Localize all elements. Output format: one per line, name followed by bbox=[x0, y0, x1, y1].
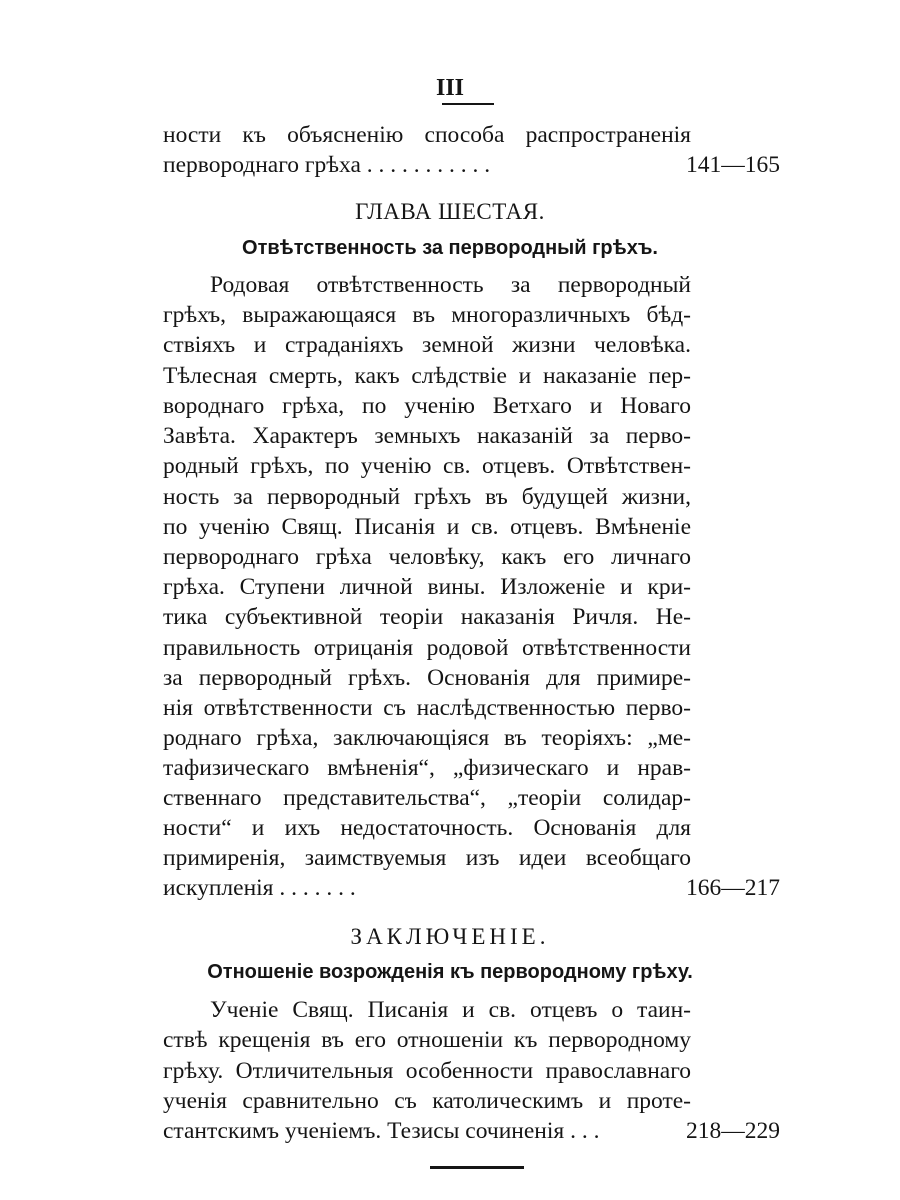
intro-pages: 141—165 bbox=[686, 152, 780, 178]
end-rule bbox=[430, 1166, 524, 1169]
chapter-six-pages: 166—217 bbox=[686, 875, 780, 901]
chapter-six-line-2: грѣхъ, выражающаяся въ многоразличныхъ бѣд- bbox=[163, 302, 691, 328]
page-number-underline bbox=[442, 103, 494, 105]
chapter-six-line-10: первороднаго грѣха человѣку, какъ его личнаго bbox=[163, 544, 691, 570]
chapter-six-line-6: Завѣта. Характеръ земныхъ наказаній за перво- bbox=[163, 423, 691, 449]
chapter-six-line-17: тафизическаго вмѣненія“, „физическаго и нрав- bbox=[163, 755, 691, 781]
chapter-six-line-7: родный грѣхъ, по ученію св. отцевъ. Отвѣтствен- bbox=[163, 453, 691, 479]
chapter-six-line-4: Тѣлесная смерть, какъ слѣдствіе и наказаніе пер- bbox=[163, 363, 691, 389]
conclusion-line-2: ствѣ крещенія въ его отношеніи къ первородному bbox=[163, 1027, 691, 1053]
conclusion-line-5: стантскимъ ученіемъ. Тезисы сочиненія . . . bbox=[163, 1118, 600, 1144]
chapter-six-line-12: тика субъективной теоріи наказанія Ричля. Не- bbox=[163, 604, 691, 630]
chapter-six-line-15: нія отвѣтственности съ наслѣдственностью перво- bbox=[163, 695, 691, 721]
conclusion-subtitle: Отношеніе возрожденія къ первородному грѣху. bbox=[207, 961, 693, 983]
chapter-six-line-14: за первородный грѣхъ. Основанія для примире- bbox=[163, 665, 691, 691]
chapter-six-line-21: искупленія . . . . . . . bbox=[163, 875, 356, 901]
chapter-six-title: ГЛАВА ШЕСТАЯ. bbox=[355, 199, 545, 224]
chapter-six-line-13: правильность отрицанія родовой отвѣтственности bbox=[163, 635, 691, 661]
chapter-six-line-1: Родовая отвѣтственность за первородный bbox=[210, 272, 691, 298]
conclusion-line-4: ученія сравнительно съ католическимъ и проте- bbox=[163, 1088, 691, 1114]
conclusion-line-1: Ученіе Свящ. Писанія и св. отцевъ о таин- bbox=[210, 997, 691, 1023]
page-number: III bbox=[435, 75, 465, 101]
chapter-six-line-9: по ученію Свящ. Писанія и св. отцевъ. Вмѣненіе bbox=[163, 514, 691, 540]
chapter-six-line-8: ность за первородный грѣхъ въ будущей жизни, bbox=[163, 484, 691, 510]
conclusion-title: ЗАКЛЮЧЕНІЕ. bbox=[350, 924, 550, 949]
chapter-six-line-16: роднаго грѣха, заключающіяся въ теоріяхъ: „ме- bbox=[163, 725, 691, 751]
intro-line-1: ности къ объясненію способа распространенія bbox=[163, 122, 691, 148]
conclusion-pages: 218—229 bbox=[686, 1118, 780, 1144]
chapter-six-subtitle: Отвѣтственность за первородный грѣхъ. bbox=[242, 237, 658, 259]
chapter-six-line-11: грѣха. Ступени личной вины. Изложеніе и кри- bbox=[163, 574, 691, 600]
intro-line-2: первороднаго грѣха . . . . . . . . . . . bbox=[163, 152, 491, 178]
chapter-six-line-3: ствіяхъ и страданіяхъ земной жизни человѣка. bbox=[163, 332, 691, 358]
chapter-six-line-20: примиренія, заимствуемыя изъ идеи всеобщаго bbox=[163, 845, 691, 871]
conclusion-line-3: грѣху. Отличительныя особенности православнаго bbox=[163, 1058, 691, 1084]
chapter-six-line-5: вороднаго грѣха, по ученію Ветхаго и Новаго bbox=[163, 393, 691, 419]
chapter-six-line-18: ственнаго представительства“, „теоріи солидар- bbox=[163, 785, 691, 811]
chapter-six-line-19: ности“ и ихъ недостаточность. Основанія для bbox=[163, 815, 691, 841]
